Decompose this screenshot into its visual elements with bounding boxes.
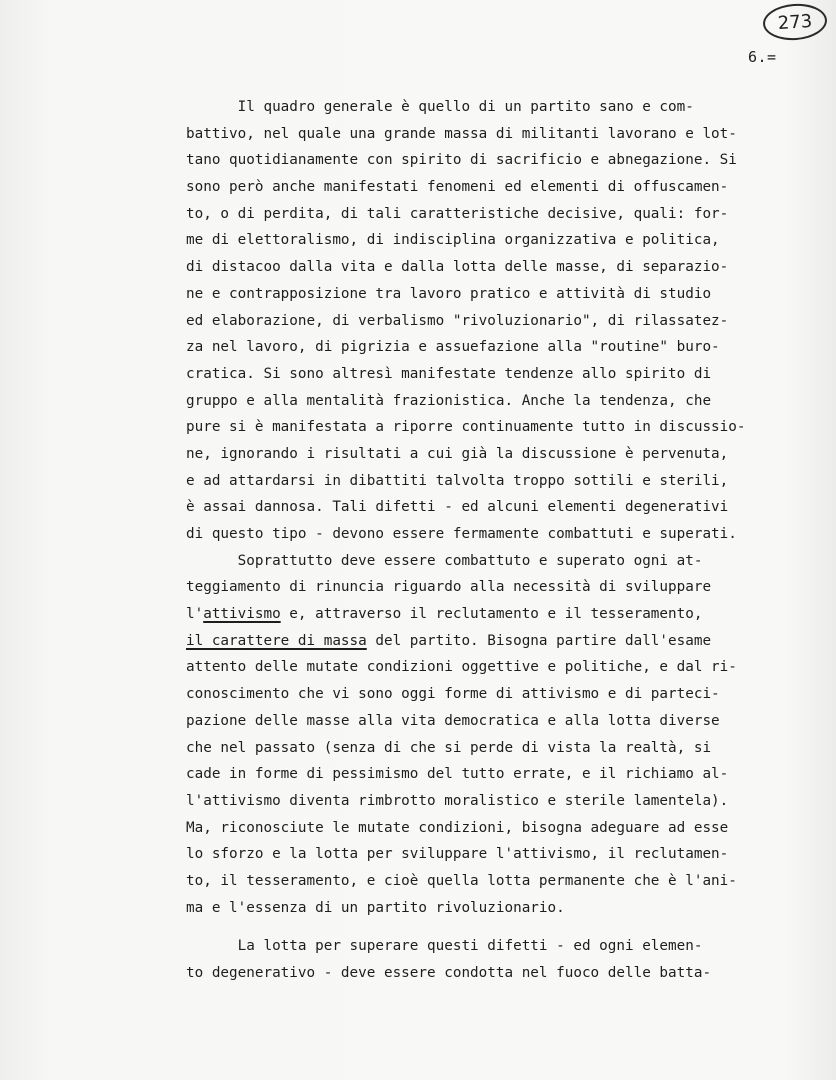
paragraph-2 <box>186 548 836 922</box>
text-line: pure si è manifestata a riporre continuamente tutto in discussio- <box>186 419 746 436</box>
text-line: sono però anche manifestati fenomeni ed elementi di offuscamen- <box>186 179 729 196</box>
text-line: l'attivismo diventa rimbrotto moralistico e sterile lamentela). <box>186 792 729 809</box>
text-line: to, il tesseramento, e cioè quella lotta permanente che è l'ani- <box>186 872 737 889</box>
text-line: ne e contrapposizione tra lavoro pratico e attività di studio <box>186 285 712 302</box>
text-line: La lotta per superare questi difetti - ed ogni elemen- <box>186 938 703 955</box>
archive-stamp: 273 <box>762 2 828 42</box>
text-line: ne, ignorando i risultati a cui già la discussione è pervenuta, <box>186 445 729 462</box>
text-line: me di elettoralismo, di indisciplina organizzativa e politica, <box>186 232 720 249</box>
text-line: lo sforzo e la lotta per sviluppare l'attivismo, il reclutamen- <box>186 846 729 863</box>
text-line: to degenerativo - deve essere condotta nel fuoco delle batta- <box>186 965 712 981</box>
paragraph-1 <box>186 94 836 548</box>
text-line: di distacoo dalla vita e dalla lotta delle masse, di separazio- <box>186 259 729 276</box>
text-line: Il quadro generale è quello di un partito sano e com- <box>186 99 694 115</box>
text-line: to, o di perdita, di tali caratteristiche decisive, quali: for- <box>186 205 729 222</box>
text-line: è assai dannosa. Tali difetti - ed alcuni elementi degenerativi <box>186 499 729 516</box>
underlined-term-carattere-di-massa: il carattere di massa <box>186 632 367 649</box>
text-line: gruppo e alla mentalità frazionistica. Anche la tendenza, che <box>186 392 712 409</box>
text-line: cratica. Si sono altresì manifestate tendenze allo spirito di <box>186 365 712 382</box>
text-line: pazione delle masse alla vita democratica e alla lotta diverse <box>186 712 720 729</box>
text-line-underlined <box>186 601 836 628</box>
text-line: conoscimento che vi sono oggi forme di attivismo e di parteci- <box>186 686 720 703</box>
text-line: teggiamento di rinuncia riguardo alla necessità di sviluppare <box>186 579 712 596</box>
body-text <box>186 94 836 987</box>
text-line: za nel lavoro, di pigrizia e assuefazione alla "routine" buro- <box>186 339 720 356</box>
text-fragment: del partito. Bisogna partire dall'esame <box>366 632 712 649</box>
text-line: che nel passato (senza di che si perde di vista la realtà, si <box>186 739 712 756</box>
text-line: Soprattutto deve essere combattuto e superato ogni at- <box>186 552 703 569</box>
text-line: e ad attardarsi in dibattiti talvolta troppo sottili e sterili, <box>186 472 729 489</box>
text-line: Ma, riconosciute le mutate condizioni, bisogna adeguare ad esse <box>186 819 729 836</box>
text-line: ma e l'essenza di un partito rivoluzionario. <box>186 899 565 916</box>
text-fragment: e, attraverso il reclutamento e il tesseramento, <box>280 606 703 623</box>
underlined-term-attivismo: attivismo <box>203 606 281 623</box>
text-fragment: l' <box>186 606 204 623</box>
text-line: tano quotidianamente con spirito di sacrificio e abnegazione. Si <box>186 152 737 169</box>
paragraph-3 <box>186 933 836 986</box>
text-line: cade in forme di pessimismo del tutto errate, e il richiamo al- <box>186 766 729 783</box>
text-line: battivo, nel quale una grande massa di militanti lavorano e lot- <box>186 125 737 142</box>
text-line: attento delle mutate condizioni oggettive e politiche, e dal ri- <box>186 659 737 676</box>
text-line: ed elaborazione, di verbalismo "rivoluzionario", di rilassatez- <box>186 312 729 329</box>
text-line: di questo tipo - devono essere fermamente combattuti e superati. <box>186 526 737 542</box>
text-line-underlined <box>186 628 836 655</box>
page-number: 6.= <box>748 48 777 66</box>
paragraph-gap <box>186 921 836 933</box>
